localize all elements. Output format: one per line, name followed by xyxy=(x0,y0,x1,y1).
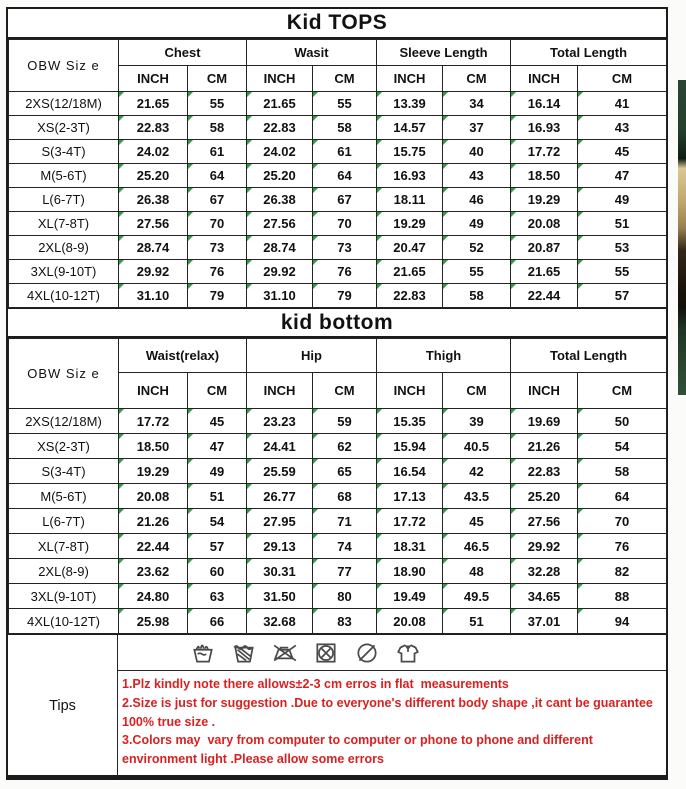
cm-value: 48 xyxy=(443,559,511,584)
inch-value: 37.01 xyxy=(511,609,578,634)
inch-value: 19.69 xyxy=(511,409,578,434)
inch-value: 29.92 xyxy=(119,260,188,284)
inch-value: 27.95 xyxy=(247,509,313,534)
unit-cm-label: CM xyxy=(578,373,667,409)
inch-value: 25.20 xyxy=(119,164,188,188)
tips-section xyxy=(8,634,666,777)
inch-value: 31.50 xyxy=(247,584,313,609)
inch-value: 25.20 xyxy=(247,164,313,188)
inch-value: 22.83 xyxy=(119,116,188,140)
inch-value: 21.26 xyxy=(511,434,578,459)
do-not-iron-icon xyxy=(272,640,298,666)
size-label: 2XS(12/18M) xyxy=(9,92,119,116)
cm-value: 55 xyxy=(578,260,667,284)
cm-value: 67 xyxy=(313,188,377,212)
cm-value: 50 xyxy=(578,409,667,434)
bottoms-group-hip: Hip xyxy=(247,339,377,373)
bottoms-group-total-length: Total Length xyxy=(511,339,667,373)
cm-value: 45 xyxy=(578,140,667,164)
unit-cm-label: CM xyxy=(578,66,667,92)
cm-value: 45 xyxy=(443,509,511,534)
cm-value: 66 xyxy=(188,609,247,634)
size-chart-sheet xyxy=(6,7,668,780)
cm-value: 73 xyxy=(313,236,377,260)
size-label: 3XL(9-10T) xyxy=(9,260,119,284)
cm-value: 41 xyxy=(578,92,667,116)
inch-value: 18.50 xyxy=(511,164,578,188)
cm-value: 79 xyxy=(188,284,247,308)
cm-value: 71 xyxy=(313,509,377,534)
inch-value: 24.02 xyxy=(119,140,188,164)
unit-cm-label: CM xyxy=(188,66,247,92)
tips-content xyxy=(118,635,666,777)
bottoms-size-table xyxy=(8,338,667,634)
care-icons-row xyxy=(118,635,666,671)
tops-group-total-length: Total Length xyxy=(511,40,667,66)
cm-value: 62 xyxy=(313,434,377,459)
table-row xyxy=(9,284,667,308)
tips-text-block xyxy=(118,671,666,777)
inch-value: 29.13 xyxy=(247,534,313,559)
inch-value: 27.56 xyxy=(511,509,578,534)
inch-value: 25.59 xyxy=(247,459,313,484)
inch-value: 23.62 xyxy=(119,559,188,584)
size-label: M(5-6T) xyxy=(9,164,119,188)
size-label: XL(7-8T) xyxy=(9,534,119,559)
inch-value: 28.74 xyxy=(119,236,188,260)
cm-value: 74 xyxy=(313,534,377,559)
inch-value: 29.92 xyxy=(511,534,578,559)
cm-value: 64 xyxy=(313,164,377,188)
cm-value: 49 xyxy=(578,188,667,212)
bottoms-group-waist-relax: Waist(relax) xyxy=(119,339,247,373)
cm-value: 52 xyxy=(443,236,511,260)
cm-value: 51 xyxy=(188,484,247,509)
inch-value: 20.08 xyxy=(511,212,578,236)
size-label: XS(2-3T) xyxy=(9,116,119,140)
inch-value: 25.20 xyxy=(511,484,578,509)
cm-value: 77 xyxy=(313,559,377,584)
tops-group-chest: Chest xyxy=(119,40,247,66)
inch-value: 27.56 xyxy=(119,212,188,236)
inch-value: 31.10 xyxy=(247,284,313,308)
cm-value: 42 xyxy=(443,459,511,484)
cm-value: 54 xyxy=(578,434,667,459)
inch-value: 24.02 xyxy=(247,140,313,164)
inch-value: 21.65 xyxy=(511,260,578,284)
inch-value: 29.92 xyxy=(247,260,313,284)
tops-group-waist: Wasit xyxy=(247,40,377,66)
cm-value: 70 xyxy=(578,509,667,534)
table-row xyxy=(9,509,667,534)
table-row xyxy=(9,116,667,140)
inch-value: 19.29 xyxy=(377,212,443,236)
unit-cm-label: CM xyxy=(443,373,511,409)
inch-value: 28.74 xyxy=(247,236,313,260)
cm-value: 76 xyxy=(313,260,377,284)
do-not-tumble-dry-icon xyxy=(313,640,339,666)
inch-value: 16.93 xyxy=(377,164,443,188)
cm-value: 68 xyxy=(313,484,377,509)
cm-value: 58 xyxy=(443,284,511,308)
cm-value: 60 xyxy=(188,559,247,584)
cm-value: 53 xyxy=(578,236,667,260)
inch-value: 21.65 xyxy=(119,92,188,116)
cm-value: 88 xyxy=(578,584,667,609)
cm-value: 45 xyxy=(188,409,247,434)
inch-value: 19.49 xyxy=(377,584,443,609)
size-label: 4XL(10-12T) xyxy=(9,284,119,308)
tip-line-3: 3.Colors may vary from computer to computer or phone to phone and different environment light .Please allow some errors xyxy=(122,733,597,766)
size-label: 4XL(10-12T) xyxy=(9,609,119,634)
table-row xyxy=(9,164,667,188)
inch-value: 30.31 xyxy=(247,559,313,584)
bottoms-title: kid bottom xyxy=(8,308,666,338)
cm-value: 59 xyxy=(313,409,377,434)
cm-value: 55 xyxy=(313,92,377,116)
cm-value: 58 xyxy=(188,116,247,140)
size-label: 3XL(9-10T) xyxy=(9,584,119,609)
tops-size-table xyxy=(8,39,667,308)
inch-value: 17.72 xyxy=(377,509,443,534)
table-row xyxy=(9,188,667,212)
cm-value: 80 xyxy=(313,584,377,609)
cm-value: 58 xyxy=(313,116,377,140)
inch-value: 18.11 xyxy=(377,188,443,212)
size-label: XS(2-3T) xyxy=(9,434,119,459)
cm-value: 46.5 xyxy=(443,534,511,559)
cm-value: 70 xyxy=(188,212,247,236)
size-label: XL(7-8T) xyxy=(9,212,119,236)
inch-value: 17.13 xyxy=(377,484,443,509)
inch-value: 17.72 xyxy=(119,409,188,434)
bottoms-size-column-header: OBW Siz e xyxy=(9,339,119,409)
unit-inch-label: INCH xyxy=(247,373,313,409)
tops-group-header-row xyxy=(9,40,667,66)
inch-value: 20.47 xyxy=(377,236,443,260)
photo-edge-strip xyxy=(678,80,686,395)
size-label: L(6-7T) xyxy=(9,509,119,534)
size-label: 2XS(12/18M) xyxy=(9,409,119,434)
inch-value: 26.77 xyxy=(247,484,313,509)
cm-value: 37 xyxy=(443,116,511,140)
cm-value: 83 xyxy=(313,609,377,634)
cm-value: 76 xyxy=(578,534,667,559)
size-label: S(3-4T) xyxy=(9,459,119,484)
inch-value: 19.29 xyxy=(119,459,188,484)
cm-value: 65 xyxy=(313,459,377,484)
cm-value: 82 xyxy=(578,559,667,584)
inch-value: 20.08 xyxy=(119,484,188,509)
tip-line-1: 1.Plz kindly note there allows±2-3 cm erros in flat measurements xyxy=(122,677,509,691)
table-row xyxy=(9,534,667,559)
inch-value: 19.29 xyxy=(511,188,578,212)
inch-value: 24.41 xyxy=(247,434,313,459)
unit-cm-label: CM xyxy=(188,373,247,409)
cm-value: 51 xyxy=(578,212,667,236)
tops-group-sleeve-length: Sleeve Length xyxy=(377,40,511,66)
cm-value: 67 xyxy=(188,188,247,212)
cm-value: 55 xyxy=(188,92,247,116)
inch-value: 20.08 xyxy=(377,609,443,634)
unit-inch-label: INCH xyxy=(119,373,188,409)
inch-value: 32.28 xyxy=(511,559,578,584)
cm-value: 49 xyxy=(188,459,247,484)
cm-value: 76 xyxy=(188,260,247,284)
cm-value: 39 xyxy=(443,409,511,434)
inch-value: 16.54 xyxy=(377,459,443,484)
unit-inch-label: INCH xyxy=(377,373,443,409)
cm-value: 43 xyxy=(578,116,667,140)
unit-cm-label: CM xyxy=(313,373,377,409)
cm-value: 70 xyxy=(313,212,377,236)
cm-value: 46 xyxy=(443,188,511,212)
inch-value: 20.87 xyxy=(511,236,578,260)
inch-value: 23.23 xyxy=(247,409,313,434)
size-label: 2XL(8-9) xyxy=(9,559,119,584)
table-row xyxy=(9,409,667,434)
inch-value: 15.94 xyxy=(377,434,443,459)
inch-value: 22.83 xyxy=(377,284,443,308)
inch-value: 31.10 xyxy=(119,284,188,308)
cm-value: 43.5 xyxy=(443,484,511,509)
cm-value: 47 xyxy=(188,434,247,459)
cm-value: 49.5 xyxy=(443,584,511,609)
tip-line-2: 2.Size is just for suggestion .Due to everyone's different body shape ,it cant be guarantee 100% true size . xyxy=(122,695,657,729)
inch-value: 32.68 xyxy=(247,609,313,634)
cm-value: 58 xyxy=(578,459,667,484)
bottoms-group-header-row xyxy=(9,339,667,373)
cm-value: 73 xyxy=(188,236,247,260)
cm-value: 47 xyxy=(578,164,667,188)
shirt-hang-dry-icon xyxy=(395,640,421,666)
do-not-dry-clean-icon xyxy=(354,640,380,666)
table-row xyxy=(9,609,667,634)
cm-value: 64 xyxy=(578,484,667,509)
bottoms-group-thigh: Thigh xyxy=(377,339,511,373)
table-row xyxy=(9,212,667,236)
cm-value: 54 xyxy=(188,509,247,534)
inch-value: 25.98 xyxy=(119,609,188,634)
cm-value: 51 xyxy=(443,609,511,634)
cm-value: 49 xyxy=(443,212,511,236)
inch-value: 22.83 xyxy=(511,459,578,484)
tops-title: Kid TOPS xyxy=(8,9,666,39)
inch-value: 27.56 xyxy=(247,212,313,236)
inch-value: 17.72 xyxy=(511,140,578,164)
inch-value: 22.83 xyxy=(247,116,313,140)
size-label: L(6-7T) xyxy=(9,188,119,212)
table-row xyxy=(9,92,667,116)
inch-value: 34.65 xyxy=(511,584,578,609)
unit-cm-label: CM xyxy=(313,66,377,92)
cm-value: 40.5 xyxy=(443,434,511,459)
table-row xyxy=(9,260,667,284)
inch-value: 18.31 xyxy=(377,534,443,559)
cm-value: 64 xyxy=(188,164,247,188)
unit-cm-label: CM xyxy=(443,66,511,92)
cm-value: 40 xyxy=(443,140,511,164)
cm-value: 43 xyxy=(443,164,511,188)
inch-value: 18.50 xyxy=(119,434,188,459)
table-row xyxy=(9,559,667,584)
cm-value: 57 xyxy=(578,284,667,308)
cm-value: 34 xyxy=(443,92,511,116)
inch-value: 16.14 xyxy=(511,92,578,116)
table-row xyxy=(9,484,667,509)
inch-value: 14.57 xyxy=(377,116,443,140)
cm-value: 61 xyxy=(188,140,247,164)
table-row xyxy=(9,236,667,260)
inch-value: 16.93 xyxy=(511,116,578,140)
cm-value: 79 xyxy=(313,284,377,308)
cm-value: 63 xyxy=(188,584,247,609)
inch-value: 21.26 xyxy=(119,509,188,534)
tips-label: Tips xyxy=(8,635,118,777)
inch-value: 15.75 xyxy=(377,140,443,164)
unit-inch-label: INCH xyxy=(511,373,578,409)
hand-wash-icon xyxy=(190,640,216,666)
inch-value: 22.44 xyxy=(511,284,578,308)
table-row xyxy=(9,584,667,609)
inch-value: 21.65 xyxy=(377,260,443,284)
size-label: M(5-6T) xyxy=(9,484,119,509)
table-row xyxy=(9,434,667,459)
size-label: S(3-4T) xyxy=(9,140,119,164)
cm-value: 61 xyxy=(313,140,377,164)
inch-value: 26.38 xyxy=(247,188,313,212)
unit-inch-label: INCH xyxy=(247,66,313,92)
cm-value: 55 xyxy=(443,260,511,284)
unit-inch-label: INCH xyxy=(511,66,578,92)
inch-value: 21.65 xyxy=(247,92,313,116)
inch-value: 18.90 xyxy=(377,559,443,584)
tops-size-column-header: OBW Siz e xyxy=(9,40,119,92)
table-row xyxy=(9,459,667,484)
inch-value: 15.35 xyxy=(377,409,443,434)
inch-value: 13.39 xyxy=(377,92,443,116)
unit-inch-label: INCH xyxy=(119,66,188,92)
size-label: 2XL(8-9) xyxy=(9,236,119,260)
cm-value: 57 xyxy=(188,534,247,559)
unit-inch-label: INCH xyxy=(377,66,443,92)
cm-value: 94 xyxy=(578,609,667,634)
table-row xyxy=(9,140,667,164)
wash-tub-icon xyxy=(231,640,257,666)
inch-value: 26.38 xyxy=(119,188,188,212)
inch-value: 24.80 xyxy=(119,584,188,609)
inch-value: 22.44 xyxy=(119,534,188,559)
